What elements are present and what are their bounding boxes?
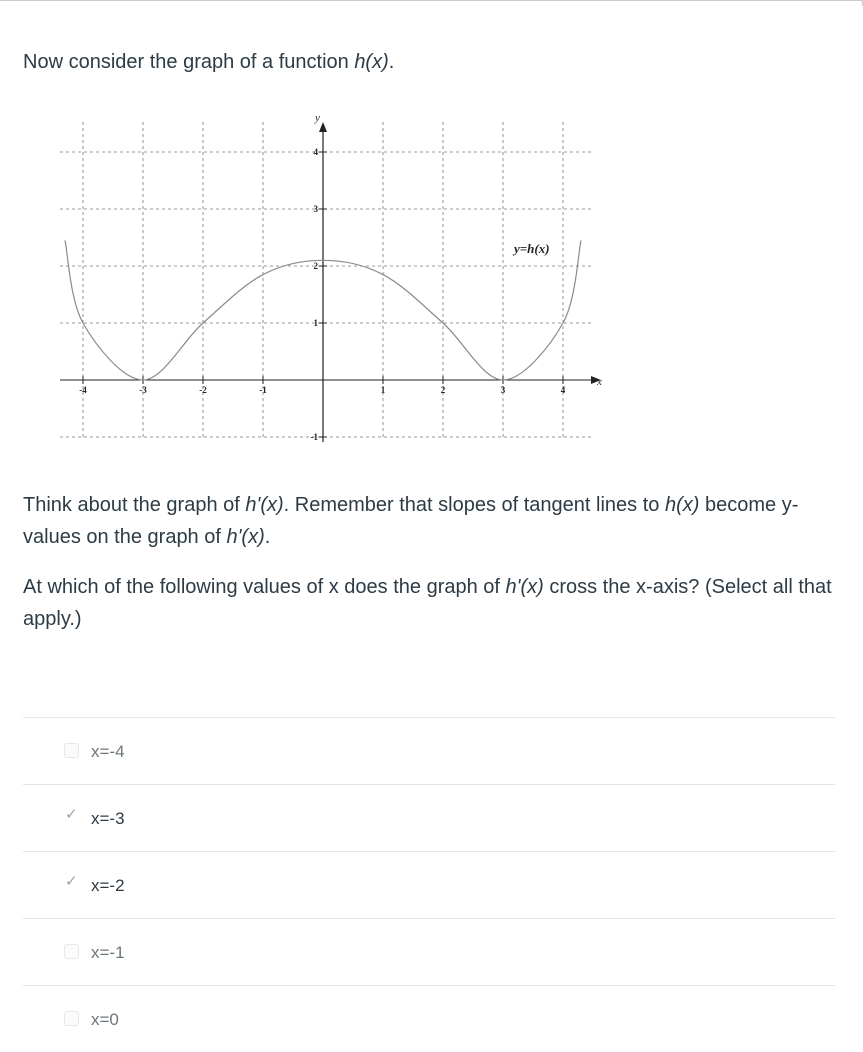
y-tick-label: 3 (313, 204, 318, 214)
y-tick-label: 4 (313, 147, 318, 157)
function-graph (58, 110, 602, 450)
answer-label: x=0 (91, 1010, 119, 1029)
answer-label: x=-3 (91, 809, 125, 828)
checkmark-icon[interactable]: ✓ (65, 805, 78, 823)
answer-label: x=-1 (91, 943, 125, 962)
question-ask (23, 571, 838, 635)
think-text-3: become y-values on the graph of (23, 494, 799, 548)
y-tick-label: 1 (313, 318, 318, 328)
intro-text: Now consider the graph of a function (23, 51, 355, 73)
ask-text-1: At which of the following values of x does the graph of (23, 576, 506, 598)
x-tick-label: -2 (199, 385, 207, 395)
top-border (0, 0, 863, 6)
answer-option[interactable] (23, 851, 835, 918)
answer-label: x=-4 (91, 742, 125, 761)
y-axis-arrow-icon (319, 122, 327, 132)
intro-function: h(x) (354, 51, 389, 73)
x-tick-label: -3 (139, 385, 147, 395)
answer-list (23, 717, 835, 1052)
think-text-4: . (264, 526, 271, 548)
intro-period: . (388, 51, 395, 73)
think-text-1: Think about the graph of (23, 494, 246, 516)
x-tick-label: 3 (500, 385, 506, 395)
x-tick-label: -1 (259, 385, 267, 395)
x-tick-label: 4 (560, 385, 566, 395)
question-intro (23, 46, 838, 78)
x-tick-label: 1 (380, 385, 386, 395)
answer-option[interactable] (23, 717, 835, 784)
checkbox[interactable] (64, 1011, 79, 1026)
curve-label: y=h(x) (514, 241, 550, 256)
ask-text-2: cross the x-axis? (Select all that apply.) (23, 576, 832, 630)
checkmark-icon[interactable]: ✓ (65, 872, 78, 890)
x-tick-label: 2 (440, 385, 446, 395)
answer-option[interactable] (23, 918, 835, 985)
y-tick-label: -1 (310, 432, 318, 442)
think-func-1: h'(x) (245, 494, 284, 516)
checkbox[interactable] (64, 944, 79, 959)
ask-func: h'(x) (505, 576, 544, 598)
question-think (23, 489, 838, 553)
y-tick-label: 2 (313, 261, 318, 271)
y-axis-label: y (315, 112, 320, 124)
think-func-2: h(x) (664, 494, 700, 516)
checkbox[interactable] (64, 743, 79, 758)
answer-option[interactable] (23, 784, 835, 851)
think-func-3: h'(x) (226, 526, 265, 548)
think-text-2: . Remember that slopes of tangent lines to (283, 494, 665, 516)
x-axis-label: x (597, 376, 602, 388)
answer-label: x=-2 (91, 876, 125, 895)
answer-option[interactable] (23, 985, 835, 1052)
x-tick-label: -4 (79, 385, 87, 395)
